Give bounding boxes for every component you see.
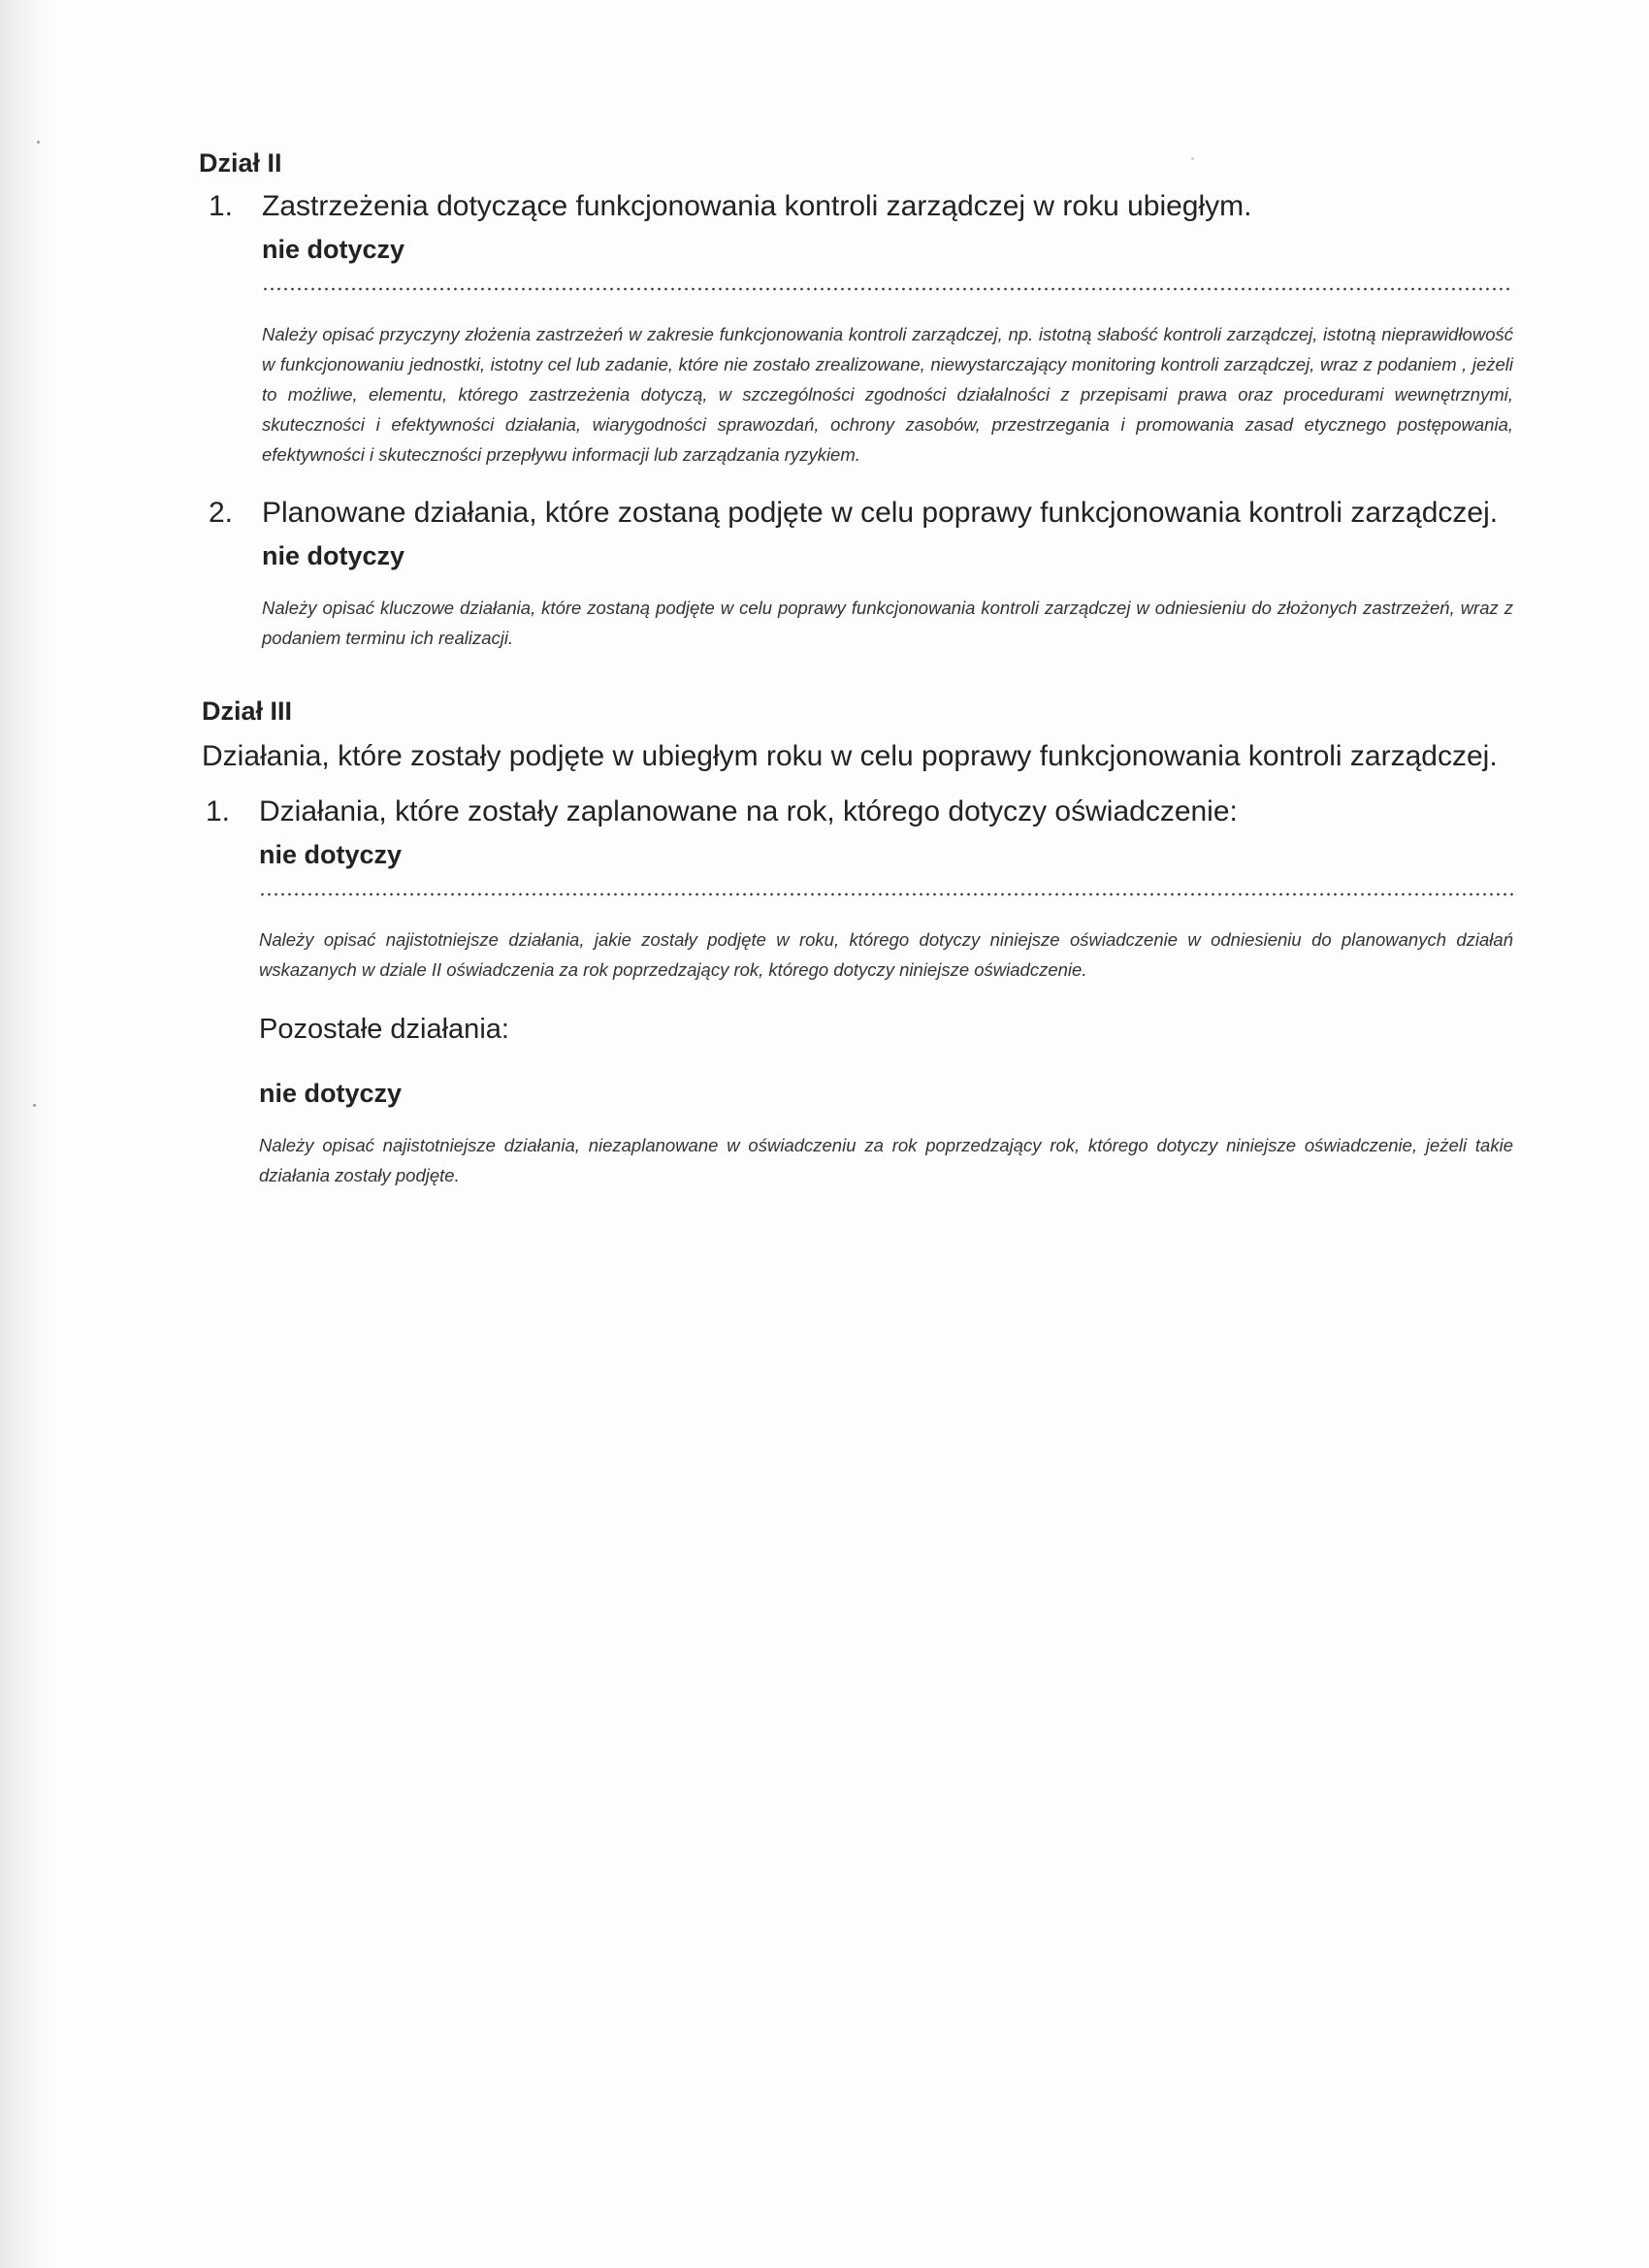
dzial-3-item-1 [206, 795, 1513, 985]
item-title: Zastrzeżenia dotyczące funkcjonowania kontroli zarządczej w roku ubiegłym. [262, 190, 1252, 222]
other-actions-title: Pozostałe działania: [259, 1014, 509, 1045]
dotted-fill-line [262, 286, 1513, 292]
answer-text: nie dotyczy [259, 840, 403, 869]
instruction-note: Należy opisać najistotniejsze działania, niezaplanowane w oświadczeniu za rok poprzedzający rok, którego dotyczy niniejsze oświadczenie, jeżeli takie działania zostały podjęte. [259, 1135, 1513, 1185]
item-number: 1. [206, 795, 231, 827]
item-title: Planowane działania, które zostaną podjęte w celu poprawy funkcjonowania kontroli zarządczej. [262, 497, 1499, 529]
section-dzial-3-header [202, 697, 1513, 773]
section-dzial-2-header [199, 148, 1513, 178]
section-title: Dział III [202, 697, 293, 726]
section-subtitle: Działania, które zostały podjęte w ubiegłym roku w celu poprawy funkcjonowania kontroli zarządczej. [202, 740, 1498, 772]
scan-speck [37, 141, 40, 144]
instruction-note: Należy opisać kluczowe działania, które zostaną podjęte w celu poprawy funkcjonowania kontroli zarządczej w odniesieniu do złożonych zastrzeżeń, wraz z podaniem terminu ich realizacji. [262, 598, 1513, 648]
item-number: 1. [209, 190, 234, 222]
section-title: Dział II [199, 148, 282, 178]
dzial-2-item-1 [209, 190, 1513, 470]
scan-edge-shadow [0, 0, 58, 2268]
answer-text: nie dotyczy [262, 541, 405, 570]
instruction-note: Należy opisać najistotniejsze działania, jakie zostały podjęte w roku, którego dotyczy niniejsze oświadczenie w odniesieniu do planowanych działań wskazanych w dziale II oświadczenia za rok poprzedzający rok, którego dotyczy niniejsze oświadczenie. [259, 929, 1513, 980]
scan-speck [33, 1104, 36, 1107]
dzial-3-other-actions [206, 1014, 1513, 1190]
instruction-note: Należy opisać przyczyny złożenia zastrzeżeń w zakresie funkcjonowania kontroli zarządczej, np. istotną słabość kontroli zarządczej, istotną nieprawidłowość w funkcjonowaniu jednostki, istotny cel lub zadanie, które nie zostało zrealizowane, niewystarczający monitoring kontroli zarządczej, wraz z podaniem , jeżeli to możliwe, elementu, którego zastrzeżenia dotyczą, w szczególności zgodności działalności z przepisami prawa oraz procedurami wewnętrznymi, skuteczności i efektywności działania, wiarygodności sprawozdań, ochrony zasobów, przestrzegania i promowania zasad etycznego postępowania, efektywności i skuteczności przepływu informacji lub zarządzania ryzykiem. [262, 324, 1513, 465]
dzial-2-item-2 [209, 497, 1513, 653]
item-title: Działania, które zostały zaplanowane na rok, którego dotyczy oświadczenie: [259, 795, 1238, 827]
item-number: 2. [209, 497, 234, 529]
answer-text: nie dotyczy [259, 1079, 403, 1108]
dotted-fill-line [259, 891, 1513, 897]
answer-text: nie dotyczy [262, 235, 405, 264]
